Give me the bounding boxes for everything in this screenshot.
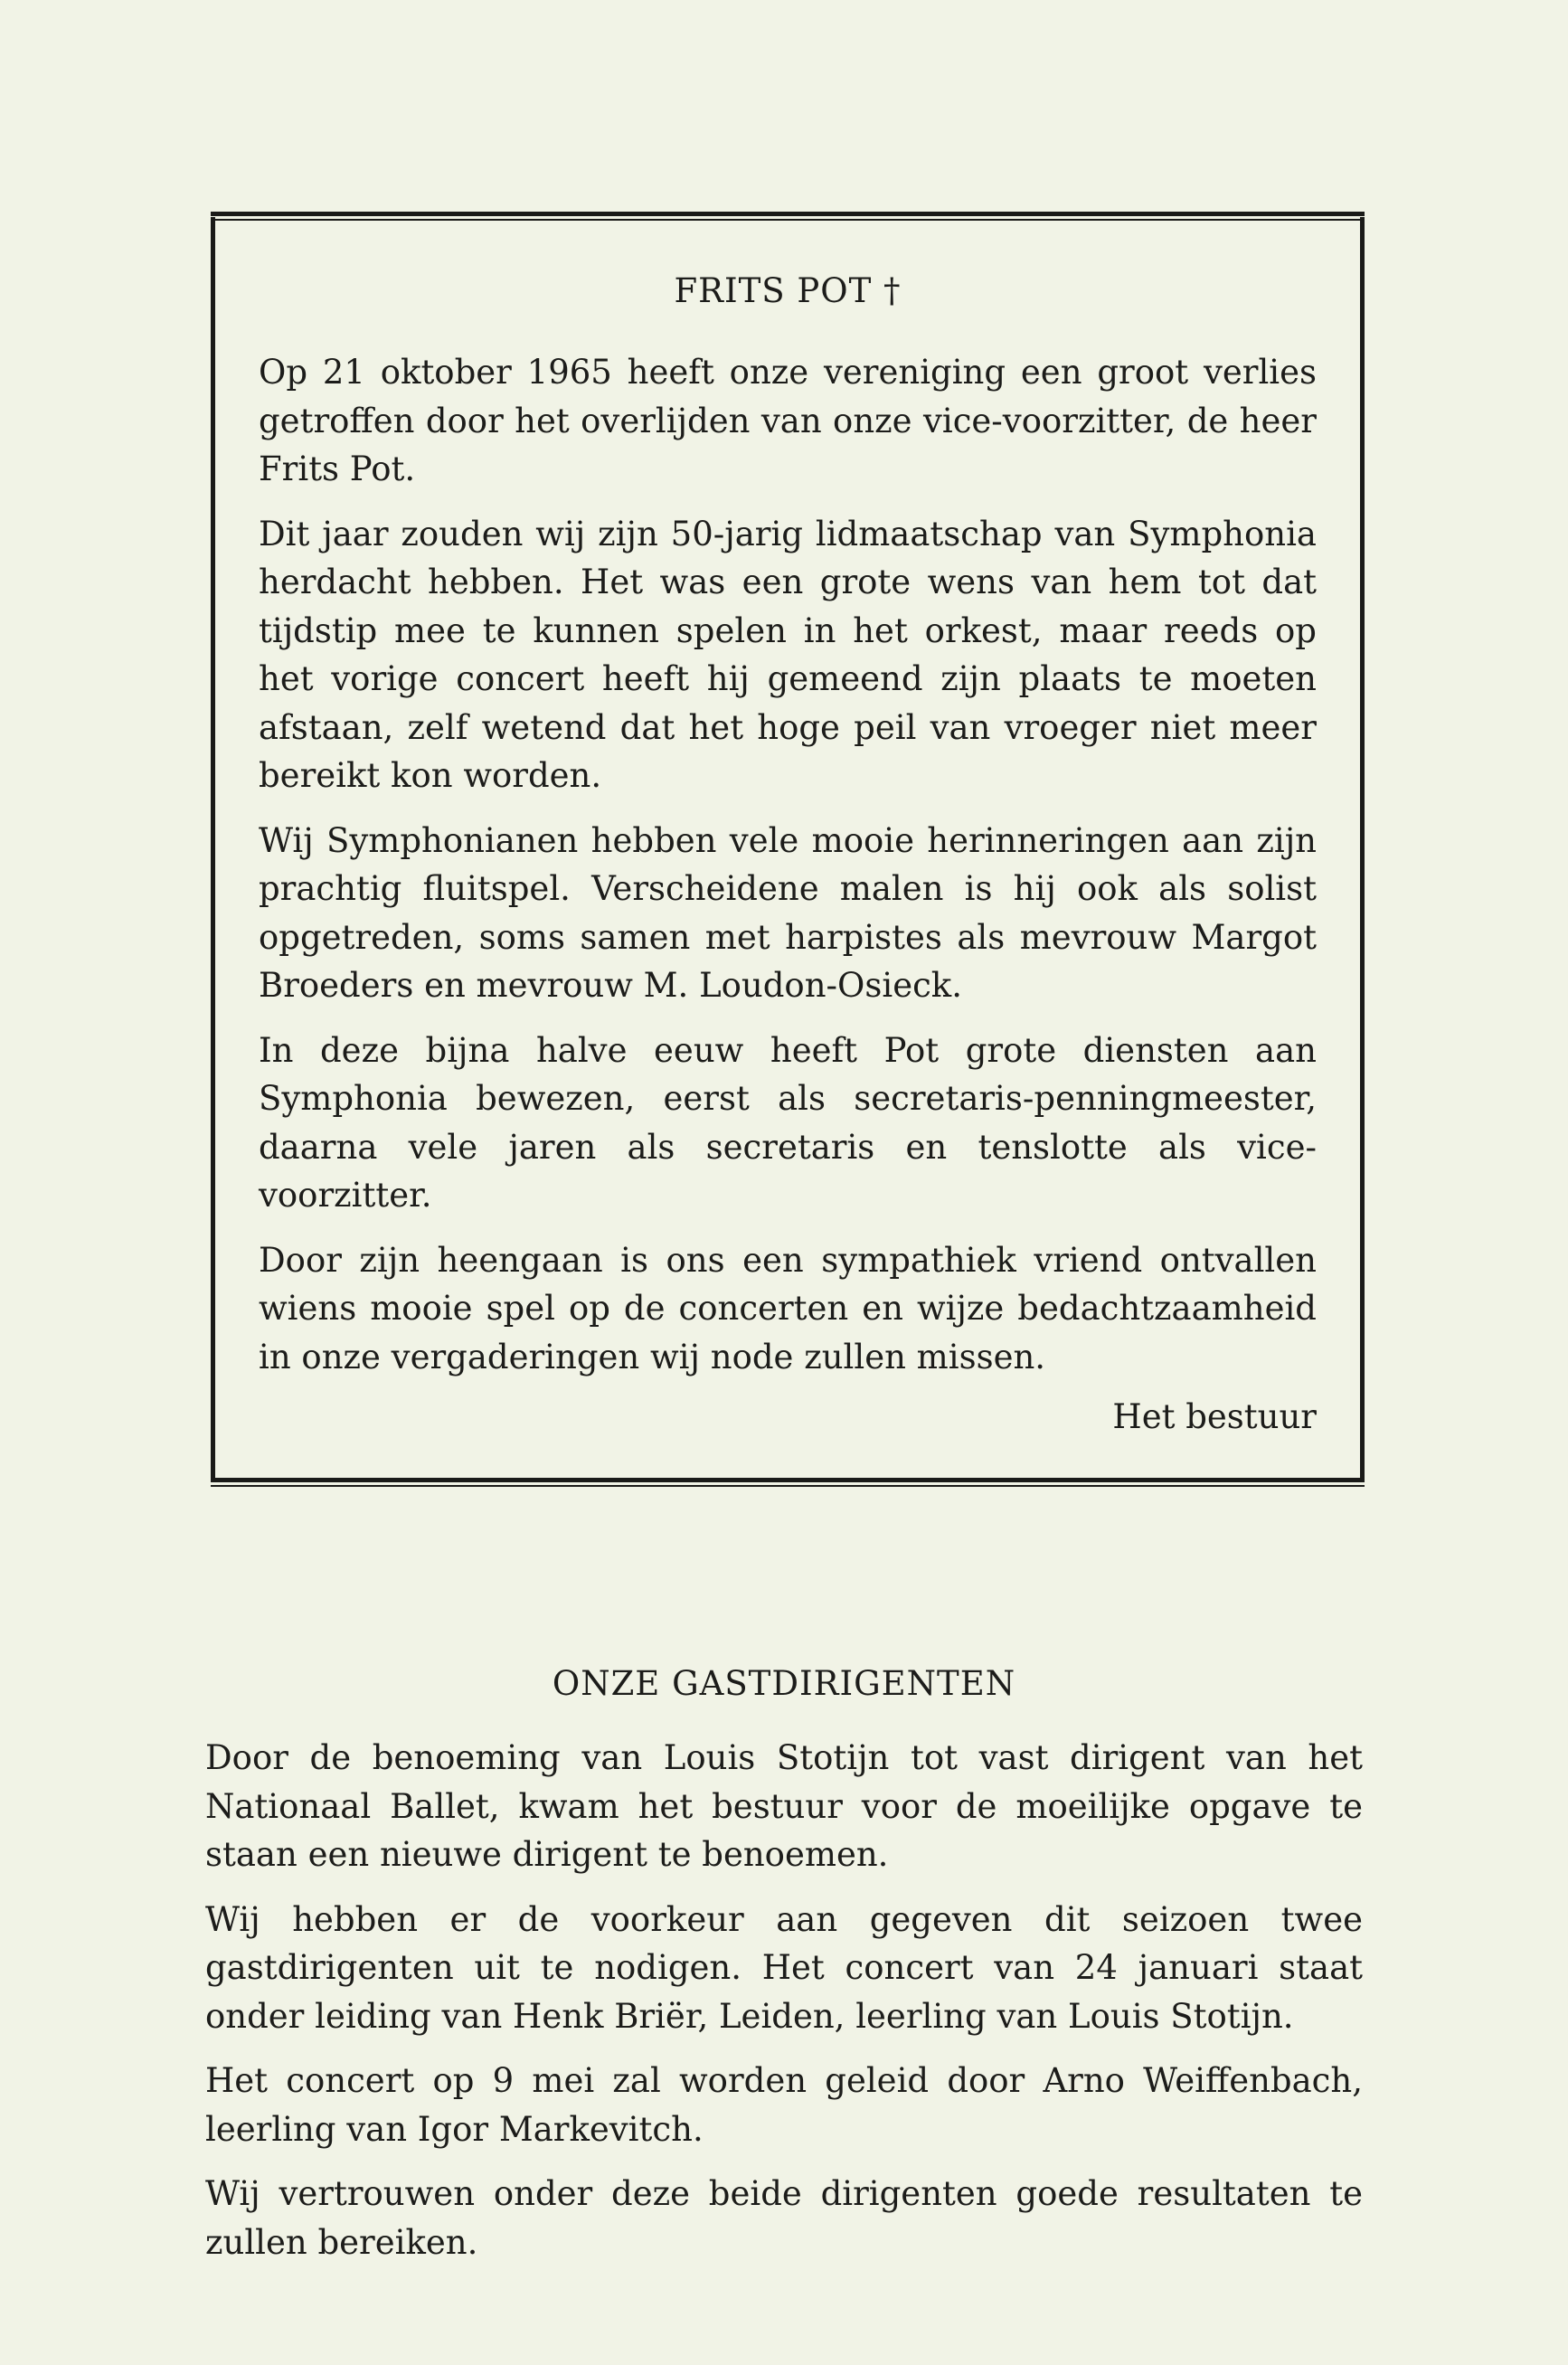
memorial-paragraph-1: Op 21 oktober 1965 heeft onze vereniging een groot verlies getroffen door het overlijden van onze vice-voorzitter, de heer Frits Pot.	[259, 353, 1317, 488]
memorial-paragraph-5: Door zijn heengaan is ons een sympathiek vriend ontvallen wiens mooie spel op de concerten en wijze bedachtzaamheid in onze vergaderingen wij node zullen missen.	[259, 1240, 1317, 1376]
memorial-content	[259, 271, 1317, 1436]
memorial-paragraph-4: In deze bijna halve eeuw heeft Pot grote diensten aan Symphonia bewezen, eerst als secretaris-penningmeester, daarna vele jaren als secretaris en tenslotte als vice-voorzitter.	[259, 1030, 1317, 1215]
memorial-paragraph-2: Dit jaar zouden wij zijn 50-jarig lidmaatschap van Symphonia herdacht hebben. Het was een grote wens van hem tot dat tijdstip mee te kunnen spelen in het orkest, maar reeds op het vorige concert heeft hij gemeend zijn plaats te moeten afstaan, zelf wetend dat het hoge peil van vroeger niet meer bereikt kon worden.	[259, 514, 1317, 795]
guest-paragraph-1: Door de benoeming van Louis Stotijn tot vast dirigent van het Nationaal Ballet, kwam het bestuur voor de moeilijke opgave te staan een nieuwe dirigent te benoemen.	[205, 1738, 1363, 1874]
guest-paragraph-2: Wij hebben er de voorkeur aan gegeven dit seizoen twee gastdirigenten uit te nodigen. Het concert van 24 januari staat onder leiding van Henk Briër, Leiden, leerling van Louis Stotijn.	[205, 1899, 1363, 2036]
guest-paragraph-4: Wij vertrouwen onder deze beide dirigenten goede resultaten te zullen bereiken.	[205, 2174, 1363, 2262]
memorial-paragraph-3: Wij Symphonianen hebben vele mooie herinneringen aan zijn prachtig fluitspel. Verscheidene malen is hij ook als solist opgetreden, soms samen met harpistes als mevrouw Margot Broeders en mevrouw M. Loudon-Osieck.	[259, 820, 1317, 1005]
guest-conductors-section	[205, 1664, 1363, 2283]
memorial-signature: Het bestuur	[1112, 1397, 1317, 1436]
memorial-title: FRITS POT †	[674, 271, 902, 310]
memorial-box	[211, 217, 1365, 1481]
guest-conductors-title: ONZE GASTDIRIGENTEN	[552, 1664, 1016, 1703]
guest-paragraph-3: Het concert op 9 mei zal worden geleid door Arno Weiffenbach, leerling van Igor Markevitch.	[205, 2061, 1363, 2149]
